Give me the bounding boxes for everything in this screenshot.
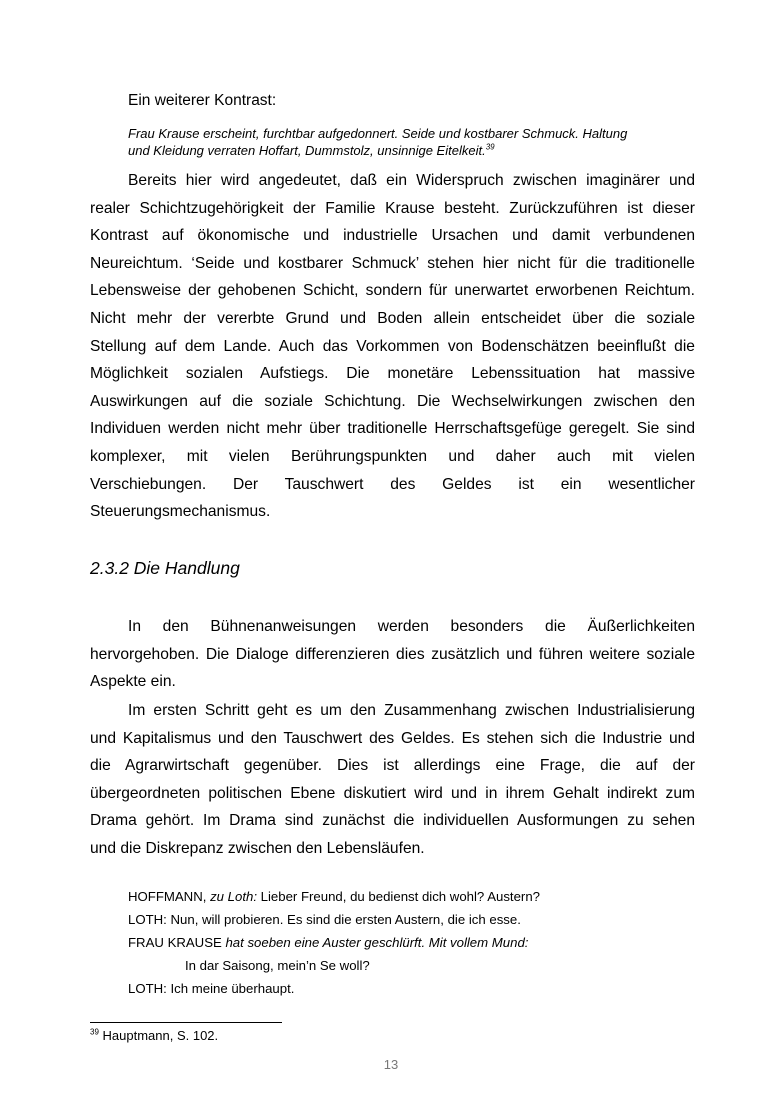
paragraph-line: Möglichkeit sozialen Aufstiegs. Die monetäre Lebenssituation hat massive (90, 365, 695, 383)
footnote (90, 1028, 218, 1043)
paragraph-2 (90, 613, 695, 696)
paragraph-line: In den Bühnenanweisungen werden besonders die Äußerlichkeiten (128, 618, 695, 635)
quote-line-1: Frau Krause erscheint, furchtbar aufgedonnert. Seide und kostbarer Schmuck. Haltung (128, 126, 628, 141)
paragraph-line: Lebensweise der gehobenen Schicht, sondern für unerwartet erworbenen Reichtum. (90, 282, 695, 300)
dialog-line-hoffmann (128, 889, 540, 904)
paragraph-line: Kontrast auf ökonomische und industrielle Ursachen und damit verbundenen (90, 227, 695, 245)
paragraph-line: Stellung auf dem Lande. Auch das Vorkommen von Bodenschätzen beeinflußt die (90, 337, 695, 355)
paragraph-line: Individuen werden nicht mehr über traditionelle Herrschaftsgefüge geregelt. Sie sind (90, 420, 695, 438)
footnote-text: Hauptmann, S. 102. (98, 1028, 219, 1043)
page-number: 13 (383, 1057, 399, 1072)
paragraph-line: Im ersten Schritt geht es um den Zusammenhang zwischen Industrialisierung (128, 702, 695, 719)
quote-footnote-ref: 39 (485, 142, 495, 152)
dialog-text: Lieber Freund, du bedienst dich wohl? Austern? (257, 889, 540, 904)
quote-line-2-text: und Kleidung verraten Hoffart, Dummstolz, unsinnige Eitelkeit. (128, 143, 486, 158)
paragraph-line: Auswirkungen auf die soziale Schichtung. Die Wechselwirkungen zwischen den (90, 392, 695, 410)
paragraph-line: Drama gehört. Im Drama sind zunächst die individuellen Ausformungen zu sehen (90, 812, 695, 830)
paragraph-line: Nicht mehr der vererbte Grund und Boden allein entscheidet über die soziale (90, 309, 695, 327)
section-heading: 2.3.2 Die Handlung (90, 558, 240, 578)
dialog-line-frau-krause (128, 935, 528, 950)
paragraph-line: komplexer, mit vielen Berührungspunkten und daher auch mit vielen (90, 447, 695, 465)
paragraph-line: und die Diskrepanz zwischen den Lebensläufen. (90, 839, 425, 857)
paragraph-line: Steuerungsmechanismus. (90, 503, 271, 521)
footnote-number: 39 (90, 1027, 99, 1037)
paragraph-line: die Agrarwirtschaft gegenüber. Dies ist allerdings eine Frage, die auf der (90, 757, 695, 775)
paragraph-line: und Kapitalismus und den Tauschwert des Geldes. Es stehen sich die Industrie und (90, 729, 695, 747)
paragraph-line: realer Schichtzugehörigkeit der Familie Krause besteht. Zurückzuführen ist dieser (90, 199, 695, 217)
paragraph-line: Aspekte ein. (90, 673, 176, 691)
dialog-speaker: HOFFMANN, (128, 889, 211, 904)
paragraph-line: übergeordneten politischen Ebene diskutiert wird und in ihrem Gehalt indirekt zum (90, 784, 695, 802)
quote-line-2 (128, 142, 664, 159)
block-quote (128, 125, 664, 159)
stage-direction: hat soeben eine Auster geschlürft. Mit vollem Mund: (225, 935, 529, 950)
dialog-speaker: FRAU KRAUSE (128, 935, 226, 950)
paragraph-line: Neureichtum. ‘Seide und kostbarer Schmuck’ stehen hier nicht für die traditionelle (90, 254, 695, 272)
footnote-separator (90, 1022, 282, 1023)
paragraph-3 (90, 697, 695, 863)
intro-line: Ein weiterer Kontrast: (128, 92, 277, 109)
paragraph-line: Bereits hier wird angedeutet, daß ein Widerspruch zwischen imaginärer und (128, 172, 695, 189)
dialog-line-loth-2: LOTH: Ich meine überhaupt. (128, 981, 295, 996)
dialog-line-krause-speech: In dar Saisong, mein’n Se woll? (185, 958, 370, 973)
paragraph-line: hervorgehoben. Die Dialoge differenzieren dies zusätzlich und führen weitere soziale (90, 645, 695, 663)
dialog-line-loth-1: LOTH: Nun, will probieren. Es sind die ersten Austern, die ich esse. (128, 912, 521, 927)
stage-direction: zu Loth: (210, 889, 257, 904)
paragraph-line: Verschiebungen. Der Tauschwert des Geldes ist ein wesentlicher (90, 475, 695, 493)
paragraph-1 (90, 167, 695, 526)
